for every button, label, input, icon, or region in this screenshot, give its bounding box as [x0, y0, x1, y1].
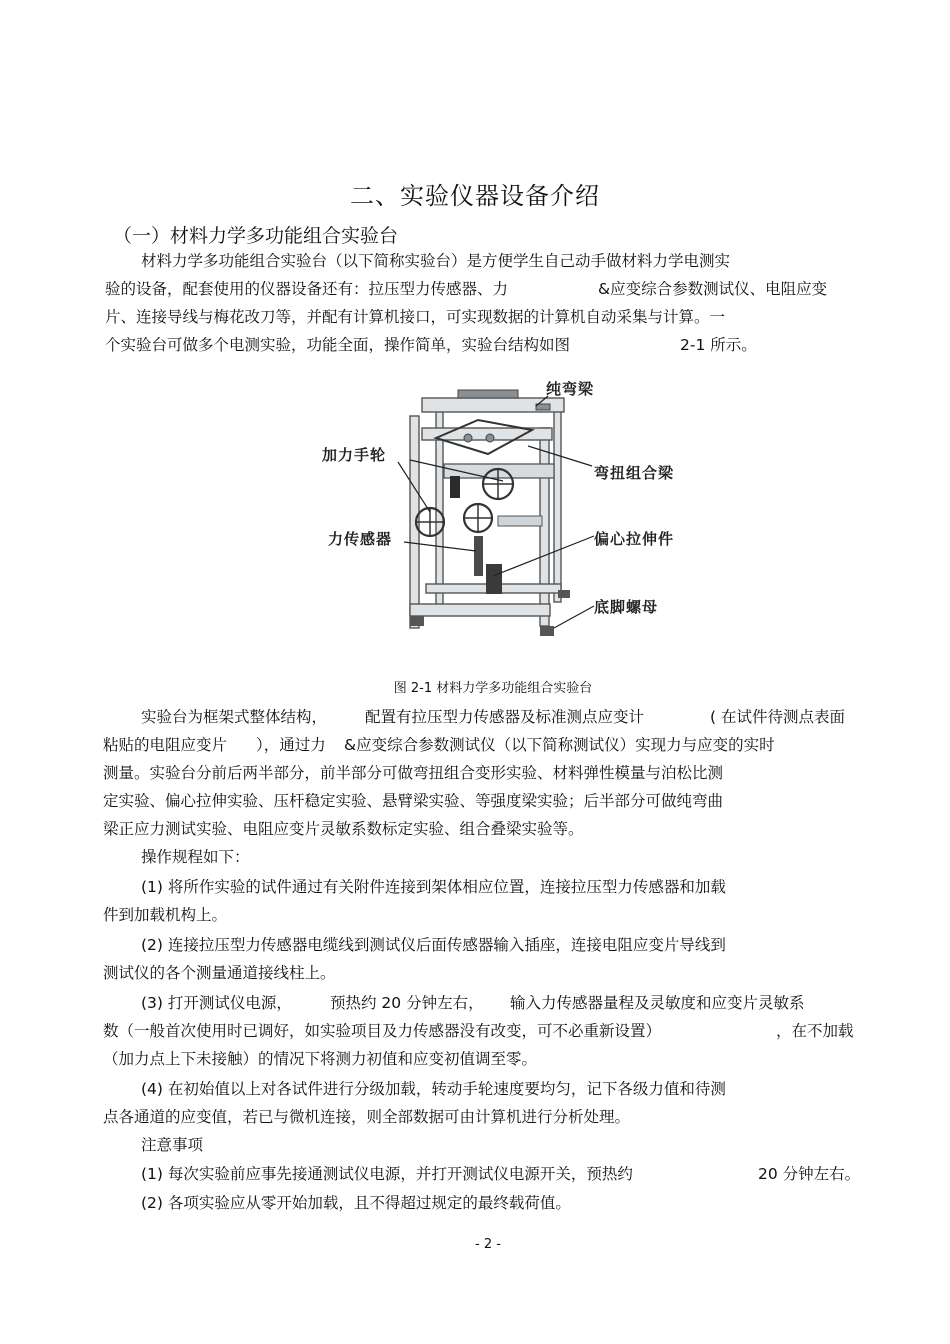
page-number: - 2 - — [475, 1237, 501, 1252]
step-3-line-b2: ，在不加载 — [776, 1022, 854, 1040]
label-foot-nut: 底脚螺母 — [594, 598, 659, 616]
structure-line-5: 梁正应力测试实验、电阻应变片灵敏系数标定实验、组合叠梁实验等。 — [103, 820, 584, 838]
step-2-line-a: (2) 连接拉压型力传感器电缆线到测试仪后面传感器输入插座，连接电阻应变片导线到 — [141, 936, 726, 954]
structure-line-1c: ( 在试件待测点表面 — [710, 708, 845, 726]
structure-line-2b: ），通过力 — [256, 736, 326, 754]
label-loading-handwheel: 加力手轮 — [322, 446, 387, 464]
structure-line-2c: &应变综合参数测试仪（以下简称测试仪）实现力与应变的实时 — [344, 736, 775, 754]
figure-caption: 图 2-1 材料力学多功能组合实验台 — [393, 681, 593, 696]
frame-post-front-right — [540, 428, 549, 626]
step-3-line-a2: 预热约 20 分钟左右， — [330, 994, 484, 1012]
structure-line-4: 定实验、偏心拉伸实验、压杆稳定实验、悬臂梁实验、等强度梁实验；后半部分可做纯弯曲 — [103, 792, 724, 810]
section-title: （一）材料力学多功能组合实验台 — [113, 225, 399, 247]
page-title: 二、实验仪器设备介绍 — [350, 182, 600, 210]
structure-line-3: 测量。实验台分前后两半部分，前半部分可做弯扭组合变形实验、材料弹性模量与泊松比测 — [103, 764, 724, 782]
test-bench-figure — [318, 376, 698, 658]
intro-line-1: 材料力学多功能组合实验台（以下简称实验台）是方便学生自己动手做材料力学电测实 — [141, 252, 731, 270]
step-4-line-a: (4) 在初始值以上对各试件进行分级加载，转动手轮速度要均匀，记下各级力值和待测 — [141, 1080, 726, 1098]
procedure-heading: 操作规程如下： — [141, 848, 250, 866]
step-1-line-b: 件到加载机构上。 — [103, 906, 228, 924]
structure-line-1b: 配置有拉压型力传感器及标准测点应变计 — [365, 708, 645, 726]
step-3-line-c: （加力点上下未接触）的情况下将测力初值和应变初值调至零。 — [103, 1050, 538, 1068]
label-force-sensor: 力传感器 — [328, 530, 393, 548]
step-3-line-a3: 输入力传感器量程及灵敏度和应变片灵敏系 — [510, 994, 805, 1012]
step-2-line-b: 测试仪的各个测量通道接线柱上。 — [103, 964, 336, 982]
structure-line-2a: 粘贴的电阻应变片 — [103, 736, 228, 754]
frame-base-front — [410, 604, 550, 616]
note-2: (2) 各项实验应从零开始加载，且不得超过规定的最终载荷值。 — [141, 1194, 571, 1212]
label-pure-bending-beam: 纯弯梁 — [546, 380, 595, 398]
intro-line-2a: 验的设备，配套使用的仪器设备还有：拉压型力传感器、力 — [105, 280, 509, 298]
structure-line-1a: 实验台为框架式整体结构， — [141, 708, 328, 726]
step-4-line-b: 点各通道的应变值，若已与微机连接，则全部数据可由计算机进行分析处理。 — [103, 1108, 631, 1126]
step-3-line-b1: 数（一般首次使用时已调好，如实验项目及力传感器没有改变，可不必重新设置） — [103, 1022, 662, 1040]
note-1a: (1) 每次实验前应事先接通测试仪电源，并打开测试仪电源开关，预热约 — [141, 1165, 633, 1183]
intro-line-3: 片、连接导线与梅花改刀等，并配有计算机接口，可实现数据的计算机自动采集与计算。一 — [105, 308, 726, 326]
intro-line-2b: &应变综合参数测试仪、电阻应变 — [598, 280, 828, 298]
step-3-line-a1: (3) 打开测试仪电源， — [141, 994, 292, 1012]
intro-line-4a: 个实验台可做多个电测实验，功能全面，操作简单，实验台结构如图 — [105, 336, 571, 354]
label-bending-torsion-beam: 弯扭组合梁 — [594, 464, 675, 482]
label-eccentric-tension-piece: 偏心拉伸件 — [594, 530, 675, 548]
notes-heading: 注意事项 — [141, 1136, 204, 1154]
intro-line-4b: 2-1 所示。 — [680, 336, 757, 354]
step-1-line-a: (1) 将所作实验的试件通过有关附件连接到架体相应位置，连接拉压型力传感器和加载 — [141, 878, 726, 896]
frame-post-back-right — [554, 404, 561, 602]
note-1b: 20 分钟左右。 — [758, 1165, 861, 1183]
